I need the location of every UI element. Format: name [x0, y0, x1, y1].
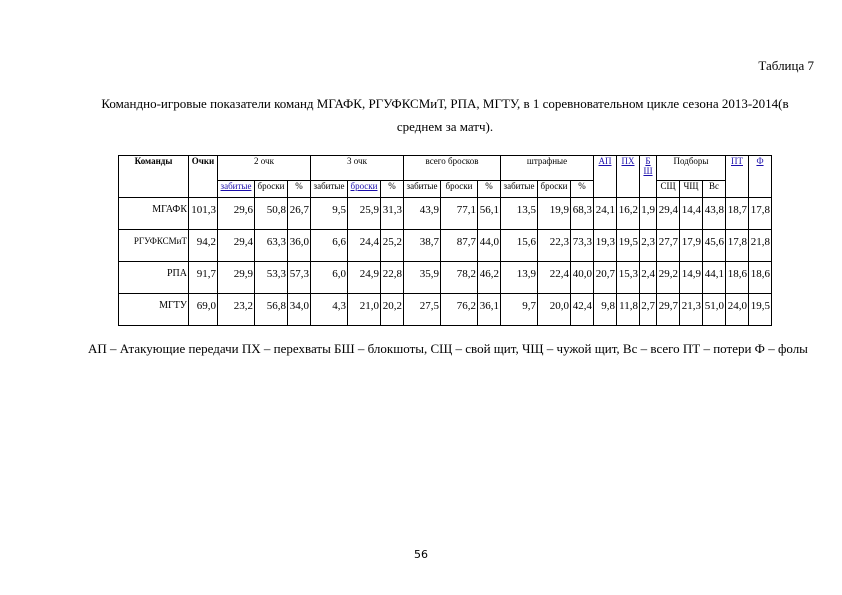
- header-two-pt: 2 очк: [218, 156, 311, 181]
- table-cell: 36,0: [288, 230, 311, 262]
- table-cell: 29,6: [218, 198, 255, 230]
- table-cell: 29,9: [218, 262, 255, 294]
- sub-ft-shots: броски: [538, 181, 571, 198]
- table-cell: 22,8: [381, 262, 404, 294]
- table-cell: 22,3: [538, 230, 571, 262]
- sub-two-pct: %: [288, 181, 311, 198]
- table-cell: 2,4: [640, 262, 657, 294]
- table-cell: 29,2: [657, 262, 680, 294]
- table-cell: 11,8: [617, 294, 640, 326]
- page-number: 56: [414, 548, 428, 561]
- table-cell: 20,2: [381, 294, 404, 326]
- table-cell: 17,8: [726, 230, 749, 262]
- table-cell: 78,2: [441, 262, 478, 294]
- table-cell: 27,5: [404, 294, 441, 326]
- table-cell: 13,5: [501, 198, 538, 230]
- table-cell: 6,6: [311, 230, 348, 262]
- table-cell: 57,3: [288, 262, 311, 294]
- header-f-label: Ф: [756, 156, 764, 166]
- table-cell: 43,9: [404, 198, 441, 230]
- sub-ft-made: забитые: [501, 181, 538, 198]
- table-cell: 77,1: [441, 198, 478, 230]
- table-cell: 9,8: [594, 294, 617, 326]
- header-pt-label: ПТ: [731, 156, 743, 166]
- table-cell: 29,7: [657, 294, 680, 326]
- sub-three-pct: %: [381, 181, 404, 198]
- table-cell: 68,3: [571, 198, 594, 230]
- table-cell: 20,0: [538, 294, 571, 326]
- sub-reb-total: Вс: [703, 181, 726, 198]
- sub-all-pct: %: [478, 181, 501, 198]
- table-cell: 45,6: [703, 230, 726, 262]
- sub-two-shots: броски: [255, 181, 288, 198]
- header-pt-link[interactable]: [726, 156, 749, 198]
- sub-three-shots-link[interactable]: [348, 181, 381, 198]
- table-cell: 24,4: [348, 230, 381, 262]
- team-name-cell: МГАФК: [119, 198, 189, 230]
- abbreviation-legend: АП – Атакующие передачи ПХ – перехваты БШ – блокшоты, СЩ – свой щит, ЧЩ – чужой щит, Вс – всего ПТ – потери Ф – фолы: [88, 341, 808, 356]
- table-cell: 35,9: [404, 262, 441, 294]
- table-cell: 15,6: [501, 230, 538, 262]
- table-cell: 40,0: [571, 262, 594, 294]
- table-cell: 42,4: [571, 294, 594, 326]
- table-row: [119, 294, 772, 326]
- header-three-pt: 3 очк: [311, 156, 404, 181]
- table-cell: 76,2: [441, 294, 478, 326]
- header-free-throws: штрафные: [501, 156, 594, 181]
- table-cell: 2,3: [640, 230, 657, 262]
- header-ap-link[interactable]: [594, 156, 617, 198]
- table-cell: 25,2: [381, 230, 404, 262]
- table-cell: 69,0: [189, 294, 218, 326]
- table-cell: 25,9: [348, 198, 381, 230]
- header-teams: Команды: [119, 156, 189, 198]
- table-cell: 24,0: [726, 294, 749, 326]
- table-cell: 46,2: [478, 262, 501, 294]
- table-cell: 87,7: [441, 230, 478, 262]
- header-rebounds: Подборы: [657, 156, 726, 181]
- table-cell: 16,2: [617, 198, 640, 230]
- table-cell: 29,4: [657, 198, 680, 230]
- table-cell: 4,3: [311, 294, 348, 326]
- header-bsh-top: Б: [645, 156, 651, 166]
- table-cell: 21,3: [680, 294, 703, 326]
- table-row: [119, 198, 772, 230]
- table-cell: 14,4: [680, 198, 703, 230]
- table-cell: 18,6: [749, 262, 772, 294]
- table-cell: 44,1: [703, 262, 726, 294]
- table-cell: 43,8: [703, 198, 726, 230]
- table-cell: 21,8: [749, 230, 772, 262]
- table-cell: 6,0: [311, 262, 348, 294]
- table-cell: 34,0: [288, 294, 311, 326]
- table-cell: 9,7: [501, 294, 538, 326]
- header-row-top: [119, 156, 772, 181]
- header-ap-label: АП: [598, 156, 612, 166]
- table-cell: 14,9: [680, 262, 703, 294]
- sub-reb-opp: ЧЩ: [680, 181, 703, 198]
- table-cell: 18,7: [726, 198, 749, 230]
- table-body: [119, 198, 772, 326]
- sub-three-shots: броски: [350, 181, 378, 191]
- table-cell: 15,3: [617, 262, 640, 294]
- table-cell: 1,9: [640, 198, 657, 230]
- table-cell: 13,9: [501, 262, 538, 294]
- header-ph-link[interactable]: [617, 156, 640, 198]
- sub-two-made-link[interactable]: [218, 181, 255, 198]
- table-cell: 63,3: [255, 230, 288, 262]
- header-all-shots: всего бросков: [404, 156, 501, 181]
- table-cell: 101,3: [189, 198, 218, 230]
- table-cell: 38,7: [404, 230, 441, 262]
- table-cell: 17,9: [680, 230, 703, 262]
- sub-three-made: забитые: [311, 181, 348, 198]
- table-cell: 19,9: [538, 198, 571, 230]
- sub-all-shots: броски: [441, 181, 478, 198]
- table-cell: 24,1: [594, 198, 617, 230]
- stats-table: [118, 155, 772, 326]
- table-cell: 51,0: [703, 294, 726, 326]
- table-cell: 56,1: [478, 198, 501, 230]
- table-cell: 31,3: [381, 198, 404, 230]
- table-label: Таблица 7: [758, 58, 814, 73]
- sub-reb-own: СЩ: [657, 181, 680, 198]
- table-cell: 22,4: [538, 262, 571, 294]
- table-cell: 29,4: [218, 230, 255, 262]
- table-cell: 53,3: [255, 262, 288, 294]
- table-cell: 56,8: [255, 294, 288, 326]
- table-row: [119, 230, 772, 262]
- header-bsh-link[interactable]: [640, 156, 657, 198]
- header-ph-label: ПХ: [621, 156, 635, 166]
- table-cell: 24,9: [348, 262, 381, 294]
- table-cell: 17,8: [749, 198, 772, 230]
- table-cell: 73,3: [571, 230, 594, 262]
- team-name-cell: МГТУ: [119, 294, 189, 326]
- table-cell: 2,7: [640, 294, 657, 326]
- table-cell: 23,2: [218, 294, 255, 326]
- table-cell: 91,7: [189, 262, 218, 294]
- sub-two-made: забитые: [220, 181, 252, 191]
- table-cell: 50,8: [255, 198, 288, 230]
- table-cell: 36,1: [478, 294, 501, 326]
- table-cell: 19,3: [594, 230, 617, 262]
- team-name-cell: РГУФКСМиТ: [119, 230, 189, 262]
- table-row: [119, 262, 772, 294]
- header-points: Очки: [189, 156, 218, 198]
- table-cell: 21,0: [348, 294, 381, 326]
- sub-ft-pct: %: [571, 181, 594, 198]
- table-cell: 94,2: [189, 230, 218, 262]
- table-cell: 19,5: [749, 294, 772, 326]
- header-f-link[interactable]: [749, 156, 772, 198]
- table-cell: 19,5: [617, 230, 640, 262]
- table-cell: 18,6: [726, 262, 749, 294]
- table-caption: Командно-игровые показатели команд МГАФК, РГУФКСМиТ, РПА, МГТУ, в 1 соревновательном цикле сезона 2013-2014(в среднем за матч).: [101, 96, 789, 134]
- table-cell: 27,7: [657, 230, 680, 262]
- table-cell: 9,5: [311, 198, 348, 230]
- table-cell: 26,7: [288, 198, 311, 230]
- table-cell: 20,7: [594, 262, 617, 294]
- header-bsh-bottom: Ш: [643, 166, 653, 176]
- team-name-cell: РПА: [119, 262, 189, 294]
- sub-all-made: забитые: [404, 181, 441, 198]
- table-cell: 44,0: [478, 230, 501, 262]
